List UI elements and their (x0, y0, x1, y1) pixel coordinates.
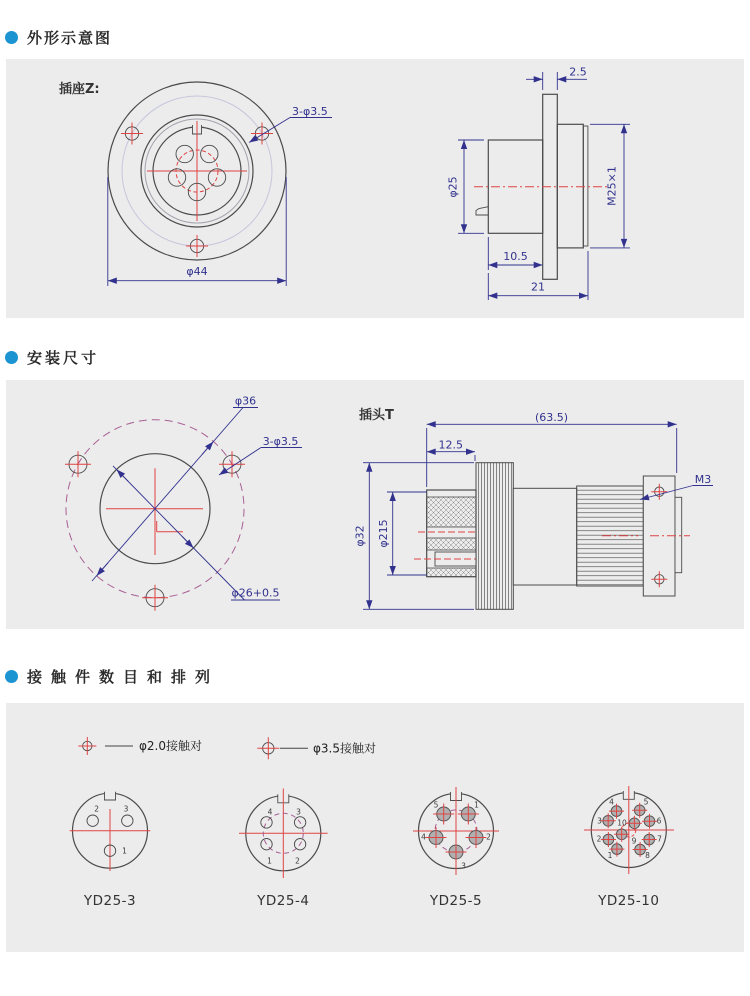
bullet-icon (5, 351, 18, 364)
dim-holes-label: 3-φ3.5 (292, 105, 328, 118)
pin-number: 2 (486, 832, 491, 842)
variant-name: YD25-3 (83, 893, 137, 909)
socket-front-view (59, 81, 332, 286)
dim-2-5 (526, 66, 587, 91)
dim-flange-holes (249, 105, 332, 143)
cable-clamp (414, 490, 476, 577)
pin-number: 3 (597, 816, 602, 826)
plug-side-view (354, 407, 714, 609)
pin-number: 10 (617, 818, 627, 828)
centerline-cross (147, 121, 247, 221)
legend (78, 737, 376, 759)
dim-phi215 (377, 492, 427, 575)
bullet-icon (5, 670, 18, 683)
variant-yd25-5 (413, 787, 499, 909)
dim-body-dia-label: φ25 (446, 176, 460, 198)
section-title: 外形示意图 (27, 29, 113, 47)
legend-phi35-label: φ3.5接触对 (313, 741, 377, 756)
dim-holes-label: 3-φ3.5 (262, 435, 299, 448)
pin-number: 2 (94, 804, 100, 814)
section-header-mounting (5, 347, 99, 368)
pin-number: 2 (295, 856, 300, 866)
outline-drawing (6, 59, 744, 318)
pin-number: 7 (657, 834, 662, 844)
dim-m25 (590, 124, 630, 248)
pin-number: 6 (656, 816, 662, 826)
pin-number: 3 (123, 804, 129, 814)
section-title: 接触件数目和排列 (27, 668, 220, 686)
pin-number: 3 (296, 807, 301, 817)
socket-label: 插座Z: (59, 82, 100, 97)
variant-name: YD25-10 (598, 893, 660, 909)
dim-flange-thickness-label: 2.5 (569, 65, 587, 79)
panel-cutout-view (65, 395, 302, 611)
pin-number: 9 (631, 836, 637, 846)
socket-side-view (447, 66, 631, 301)
dim-63-5 (427, 411, 677, 487)
dim-phi26 (113, 466, 280, 600)
variant-yd25-3 (70, 792, 151, 909)
centerline-cross (106, 468, 203, 555)
dim-screw-label: M3 (694, 473, 712, 486)
mounting-drawing (6, 380, 744, 629)
pin-number: 1 (607, 851, 613, 860)
pin-number: 3 (461, 861, 466, 871)
dim-hole-dia-label: φ26+0.5 (231, 586, 280, 600)
phi35-contact-icon (257, 737, 279, 759)
dim-total-len-label: 21 (531, 280, 545, 294)
bullet-icon (5, 31, 18, 44)
pin-number: 4 (609, 797, 614, 807)
dim-bolt-circle-label: φ36 (234, 394, 257, 408)
legend-phi2-label: φ2.0接触对 (139, 739, 203, 753)
pin-number: 5 (643, 797, 649, 807)
pin-number: 1 (267, 856, 272, 866)
variant-yd25-10 (584, 786, 674, 909)
dim-shell-dia-label: φ215 (377, 519, 390, 548)
pin-number: 5 (433, 800, 439, 810)
pin-number: 4 (421, 832, 426, 842)
section-header-contacts (5, 666, 219, 687)
section-title: 安装尺寸 (27, 349, 100, 367)
phi2-contact-icon (78, 737, 96, 755)
section-header-outline (5, 27, 112, 48)
dim-phi44-label: φ44 (186, 265, 208, 278)
pin-number: 4 (267, 807, 273, 817)
variant-name: YD25-4 (257, 893, 310, 909)
dim-outer-dia-label: φ32 (353, 525, 367, 547)
plug-label: 插头T (359, 408, 394, 423)
contacts-panel (6, 703, 744, 952)
plug-body (513, 488, 576, 585)
pin-number: 1 (122, 846, 127, 856)
contacts-drawing (6, 703, 744, 952)
variant-name: YD25-5 (429, 893, 483, 909)
dim-10-5 (488, 237, 542, 270)
dim-12-5 (427, 439, 475, 462)
dim-phi36 (92, 395, 258, 582)
dim-thread-label: M25×1 (605, 166, 619, 206)
dim-phi32 (354, 463, 475, 610)
dim-total-len-label: (63.5) (534, 411, 569, 424)
dim-front-len-label: 10.5 (503, 250, 528, 263)
outline-drawing-panel (6, 59, 744, 318)
variant-yd25-4 (239, 789, 328, 910)
pin-number: 8 (645, 851, 650, 860)
pin-number: 2 (596, 834, 602, 844)
mounting-drawing-panel (6, 380, 744, 629)
interface-boss (675, 497, 682, 572)
dim-clamp-len-label: 12.5 (438, 438, 464, 452)
knurled-ring (476, 463, 513, 610)
pin-number: 1 (474, 800, 479, 810)
